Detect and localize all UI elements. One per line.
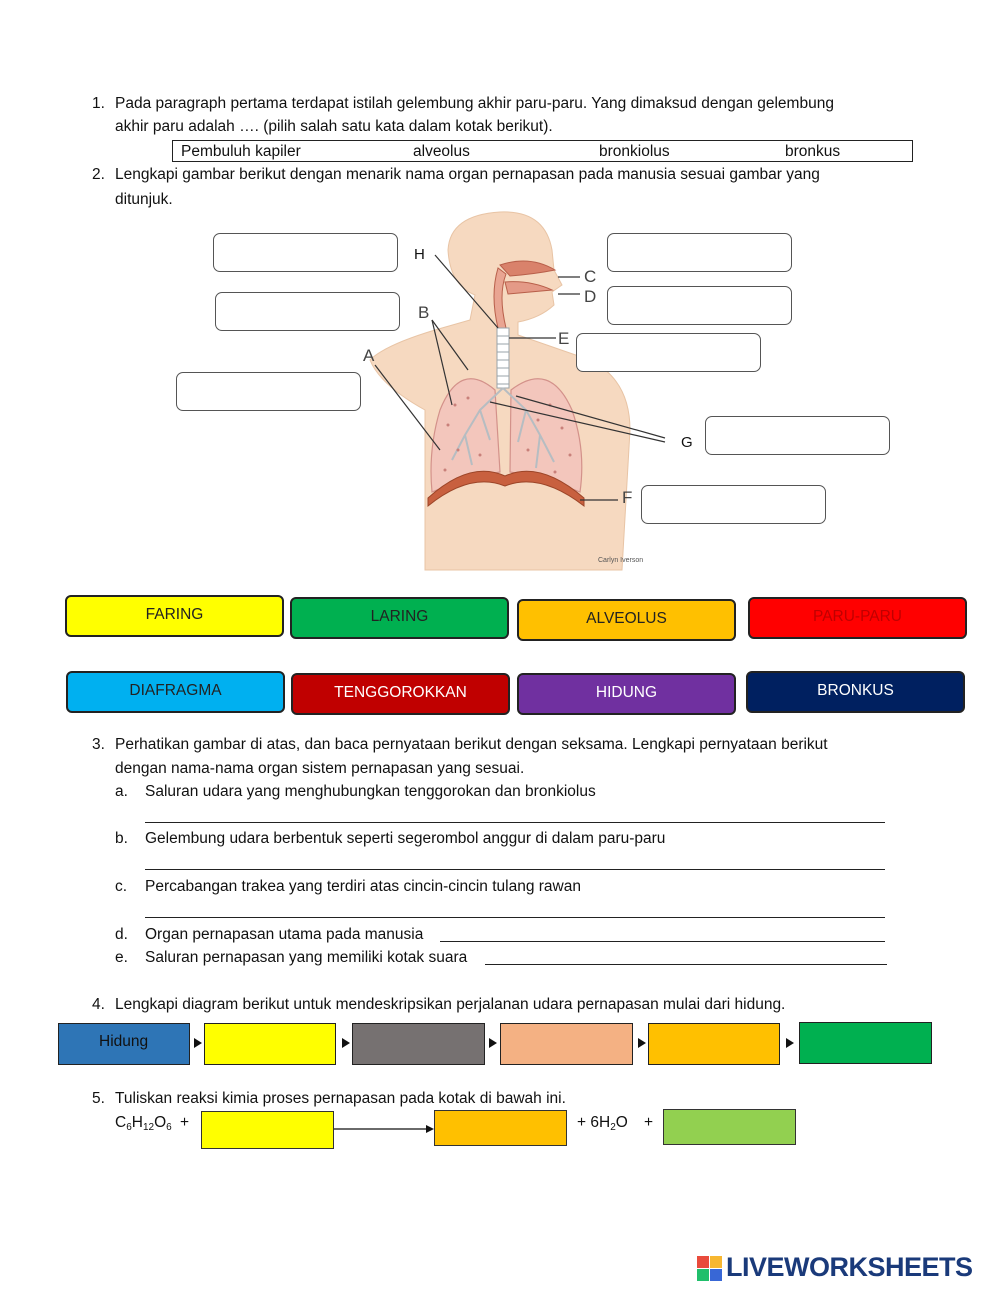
plus-sign: +	[180, 1114, 190, 1131]
answer-box-d[interactable]	[607, 286, 792, 325]
q3-item-text: Percabangan trakea yang terdiri atas cincin-cincin tulang rawan	[145, 878, 581, 895]
q1-options-table	[172, 140, 913, 162]
label-d: D	[584, 287, 597, 306]
liveworksheets-logo-icon	[697, 1256, 723, 1282]
q3-text-line1: Perhatikan gambar di atas, dan baca pernyataan berikut dengan seksama. Lengkapi pernyataan berikut	[115, 736, 828, 753]
q3-text-line2: dengan nama-nama organ sistem pernapasan yang sesuai.	[115, 760, 525, 777]
q3-item-text: Saluran pernapasan yang memiliki kotak suara	[145, 949, 468, 966]
q3-answer-line-e[interactable]	[485, 964, 887, 965]
q3-item-letter: d.	[115, 926, 128, 943]
q2-text-line1: Lengkapi gambar berikut dengan menarik nama organ pernapasan pada manusia sesuai gambar yang	[115, 166, 820, 183]
answer-box-f[interactable]	[641, 485, 826, 524]
q1-option: bronkus	[785, 143, 841, 160]
flow-answer-box-2[interactable]	[352, 1023, 485, 1065]
q3-answer-line-b[interactable]	[145, 869, 885, 870]
q1-option: Pembuluh kapiler	[181, 143, 301, 160]
q3-item-text: Saluran udara yang menghubungkan tenggorokan dan bronkiolus	[145, 783, 596, 800]
arrow-right-icon	[489, 1038, 497, 1048]
formula-part: O	[154, 1114, 167, 1131]
drag-item-label: HIDUNG	[595, 684, 658, 701]
answer-box-c[interactable]	[607, 233, 792, 272]
q3-answer-line-d[interactable]	[440, 941, 885, 942]
answer-box-a[interactable]	[176, 372, 361, 411]
q3-item-letter: e.	[115, 949, 128, 966]
q1-text-line2: akhir paru adalah …. (pilih salah satu kata dalam kotak berikut).	[115, 118, 553, 135]
reaction-answer-box-3[interactable]	[663, 1109, 796, 1145]
drag-item-diafragma[interactable]	[66, 671, 285, 713]
reaction-answer-box-1[interactable]	[201, 1111, 334, 1149]
arrow-right-icon	[786, 1038, 794, 1048]
drag-item-label: PARU-PARU	[813, 608, 902, 625]
drag-item-laring[interactable]	[290, 597, 509, 639]
glucose-formula	[115, 1114, 172, 1133]
q1-number: 1.	[92, 95, 105, 112]
drag-item-paru-paru[interactable]	[748, 597, 967, 639]
q3-answer-line-a[interactable]	[145, 822, 885, 823]
label-b: B	[418, 303, 430, 322]
drag-item-label: BRONKUS	[817, 682, 894, 699]
drag-item-tenggorokkan[interactable]	[291, 673, 510, 715]
q2-text-line2: ditunjuk.	[115, 191, 173, 208]
arrow-right-icon	[342, 1038, 350, 1048]
label-g: G	[681, 434, 693, 451]
water-formula	[577, 1114, 628, 1133]
label-e: E	[558, 329, 570, 348]
q3-number: 3.	[92, 736, 105, 753]
label-h: H	[414, 246, 425, 263]
formula-part: 6	[166, 1122, 172, 1133]
formula-part: + 6H	[577, 1114, 611, 1131]
arrow-right-icon	[638, 1038, 646, 1048]
reaction-answer-box-2[interactable]	[434, 1110, 567, 1146]
q1-text-line1: Pada paragraph pertama terdapat istilah gelembung akhir paru-paru. Yang dimaksud dengan gelembung	[115, 95, 834, 112]
flow-answer-box-5[interactable]	[799, 1022, 932, 1064]
label-c: C	[584, 267, 597, 286]
q5-text: Tuliskan reaksi kimia proses pernapasan pada kotak di bawah ini.	[115, 1090, 566, 1107]
q4-number: 4.	[92, 996, 105, 1013]
q5-number: 5.	[92, 1090, 105, 1107]
q3-item-letter: a.	[115, 783, 128, 800]
q1-option: bronkiolus	[599, 143, 670, 160]
formula-part: O	[615, 1114, 628, 1131]
arrow-right-icon	[194, 1038, 202, 1048]
q2-number: 2.	[92, 166, 105, 183]
q3-item-text: Organ pernapasan utama pada manusia	[145, 926, 424, 943]
flow-start-label: Hidung	[99, 1033, 149, 1050]
formula-part: C	[115, 1114, 127, 1131]
image-credit: Carlyn Iverson	[598, 557, 644, 564]
drag-item-label: DIAFRAGMA	[129, 682, 222, 699]
drag-item-hidung[interactable]	[517, 673, 736, 715]
answer-box-e[interactable]	[576, 333, 761, 372]
formula-part: 6	[126, 1122, 132, 1133]
answer-box-g[interactable]	[705, 416, 890, 455]
drag-item-label: LARING	[370, 608, 429, 625]
drag-item-alveolus[interactable]	[517, 599, 736, 641]
formula-part: 2	[610, 1122, 616, 1133]
drag-item-label: ALVEOLUS	[586, 610, 667, 627]
q3-item-letter: b.	[115, 830, 128, 847]
flow-box-hidung	[58, 1023, 190, 1065]
brand-name: LIVEWORKSHEETS	[726, 1252, 973, 1282]
q1-option: alveolus	[413, 143, 470, 160]
drag-item-label: TENGGOROKKAN	[334, 684, 467, 701]
q3-answer-line-c[interactable]	[145, 917, 885, 918]
drag-item-label: FARING	[145, 606, 204, 623]
label-f: F	[622, 488, 633, 507]
q3-item-text: Gelembung udara berbentuk seperti segerombol anggur di dalam paru-paru	[145, 830, 666, 847]
plus-sign: +	[644, 1114, 654, 1131]
answer-box-b[interactable]	[215, 292, 400, 331]
flow-answer-box-1[interactable]	[204, 1023, 336, 1065]
formula-part: 12	[142, 1122, 155, 1133]
q4-text: Lengkapi diagram berikut untuk mendeskripsikan perjalanan udara pernapasan mulai dari hidung.	[115, 996, 786, 1013]
label-a: A	[363, 346, 375, 365]
q3-item-letter: c.	[115, 878, 128, 895]
drag-item-bronkus[interactable]	[746, 671, 965, 713]
formula-part: H	[131, 1114, 143, 1131]
reaction-arrow-icon	[334, 1123, 434, 1135]
drag-item-faring[interactable]	[65, 595, 284, 637]
answer-box-h[interactable]	[213, 233, 398, 272]
flow-answer-box-4[interactable]	[648, 1023, 780, 1065]
flow-answer-box-3[interactable]	[500, 1023, 633, 1065]
